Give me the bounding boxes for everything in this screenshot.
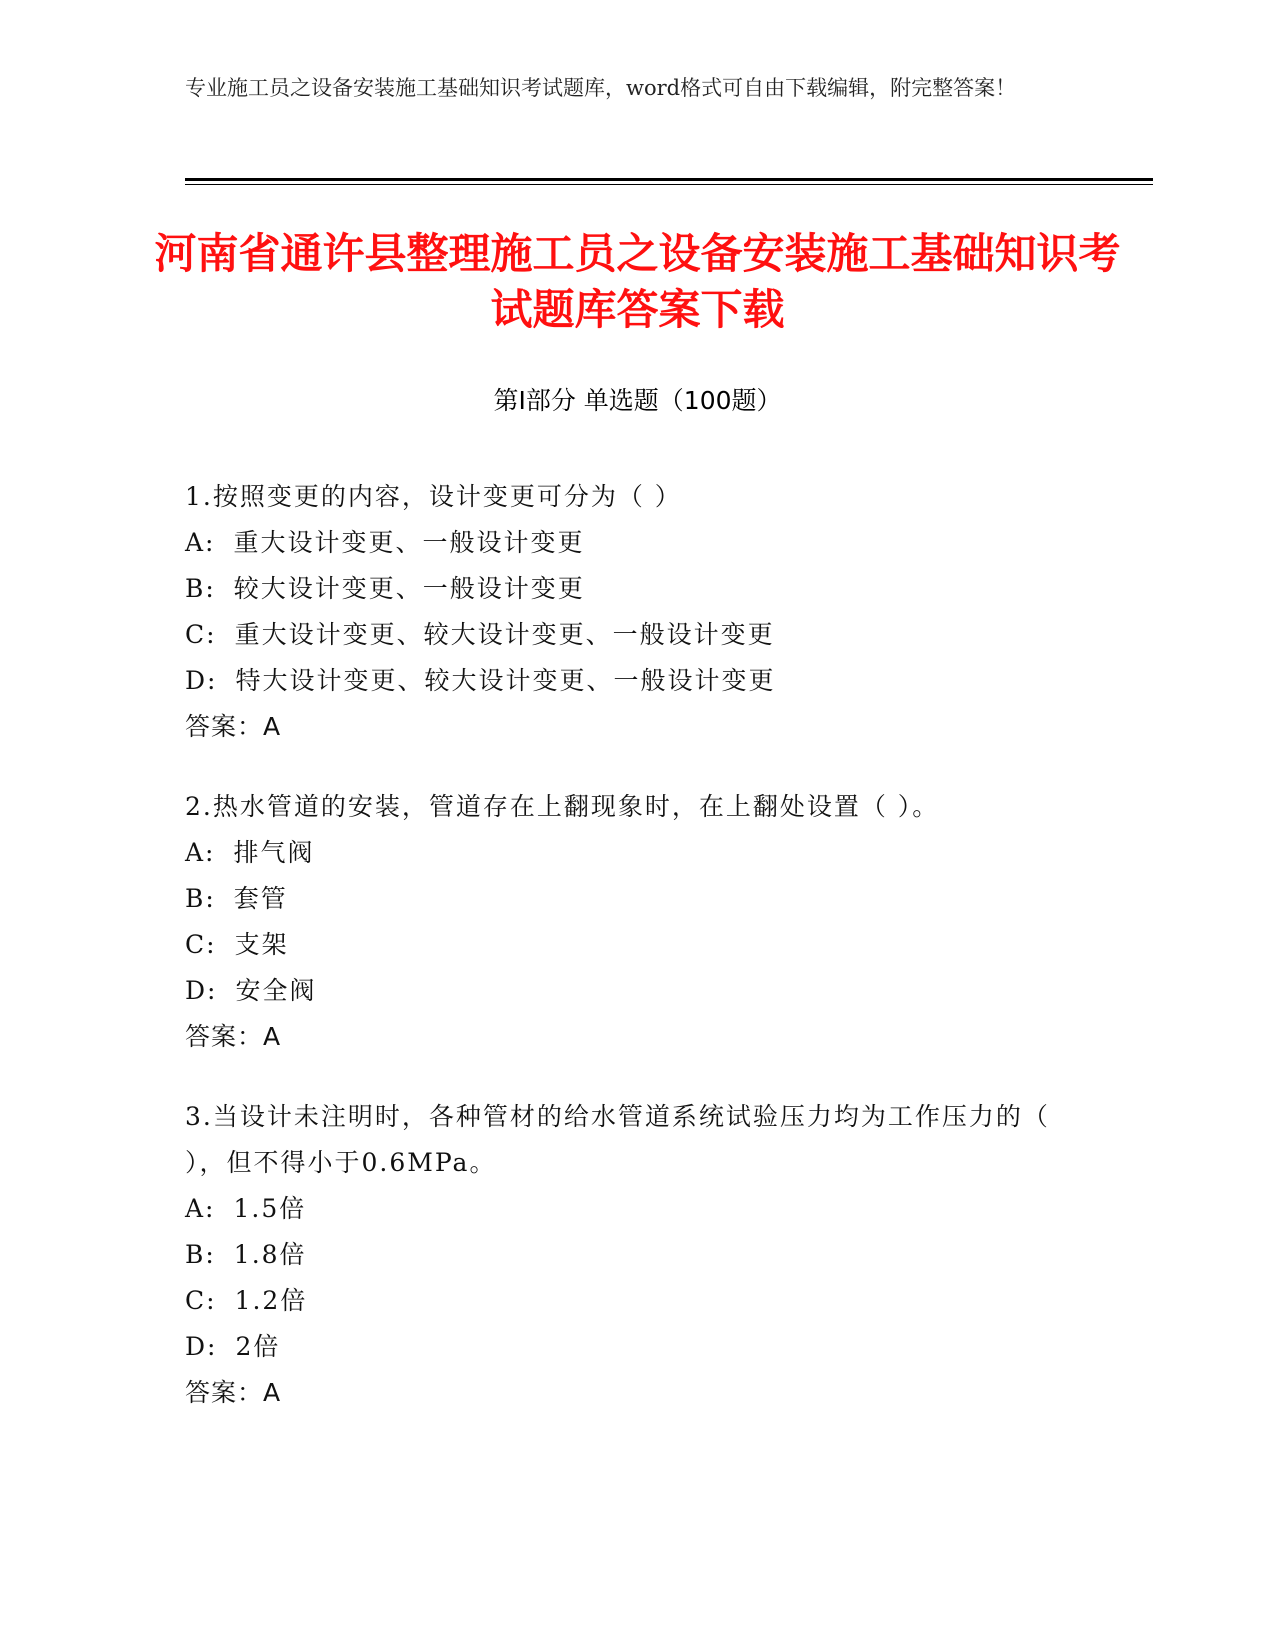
option-text: 支架 xyxy=(234,930,289,959)
answer-line: 答案：A xyxy=(185,1022,282,1051)
answer-line: 答案：A xyxy=(185,712,282,741)
header-note: 专业施工员之设备安装施工基础知识考试题库，word格式可自由下载编辑，附完整答案！ xyxy=(185,76,1017,100)
header-divider-thick xyxy=(185,178,1153,181)
option-b xyxy=(185,876,1065,922)
option-a xyxy=(185,520,1065,566)
option-text: 较大设计变更、一般设计变更 xyxy=(233,574,585,603)
option-c xyxy=(185,922,1065,968)
option-d xyxy=(185,1324,1065,1370)
option-text: 2倍 xyxy=(235,1332,281,1361)
option-key: D: xyxy=(185,1332,218,1361)
option-key: B: xyxy=(185,574,216,603)
option-b xyxy=(185,1232,1065,1278)
option-d xyxy=(185,968,1065,1014)
option-c xyxy=(185,612,1065,658)
option-text: 特大设计变更、较大设计变更、一般设计变更 xyxy=(235,666,776,695)
option-text: 重大设计变更、较大设计变更、一般设计变更 xyxy=(234,620,775,649)
option-text: 套管 xyxy=(233,884,288,913)
option-key: A: xyxy=(185,838,216,867)
header-divider-thin xyxy=(185,184,1153,185)
answer-line: 答案：A xyxy=(185,1378,282,1407)
option-text: 1.2倍 xyxy=(234,1286,308,1315)
option-key: D: xyxy=(185,976,218,1005)
option-text: 1.5倍 xyxy=(233,1194,307,1223)
option-key: C: xyxy=(185,1286,217,1315)
option-d xyxy=(185,658,1065,704)
option-text: 重大设计变更、一般设计变更 xyxy=(233,528,585,557)
option-key: B: xyxy=(185,884,216,913)
option-c xyxy=(185,1278,1065,1324)
option-a xyxy=(185,830,1065,876)
question-stem: 1.按照变更的内容，设计变更可分为（ ） xyxy=(185,482,682,511)
question-1 xyxy=(185,474,1065,750)
question-list xyxy=(185,474,1065,1450)
option-key: A: xyxy=(185,1194,216,1223)
option-key: D: xyxy=(185,666,218,695)
option-text: 排气阀 xyxy=(233,838,315,867)
question-3 xyxy=(185,1094,1065,1416)
option-key: C: xyxy=(185,620,217,649)
option-key: C: xyxy=(185,930,217,959)
option-b xyxy=(185,566,1065,612)
section-heading: 第Ⅰ部分 单选题（100题） xyxy=(493,386,782,415)
question-stem: 2.热水管道的安装，管道存在上翻现象时，在上翻处设置（ ）。 xyxy=(185,792,940,821)
option-text: 安全阀 xyxy=(235,976,317,1005)
option-key: B: xyxy=(185,1240,216,1269)
option-key: A: xyxy=(185,528,216,557)
option-a xyxy=(185,1186,1065,1232)
option-text: 1.8倍 xyxy=(233,1240,307,1269)
document-title: 河南省通许县整理施工员之设备安装施工基础知识考试题库答案下载 xyxy=(154,229,1121,334)
question-2 xyxy=(185,784,1065,1060)
question-stem: 3.当设计未注明时，各种管材的给水管道系统试验压力均为工作压力的（ ），但不得小于0.6MPa。 xyxy=(185,1102,1050,1177)
